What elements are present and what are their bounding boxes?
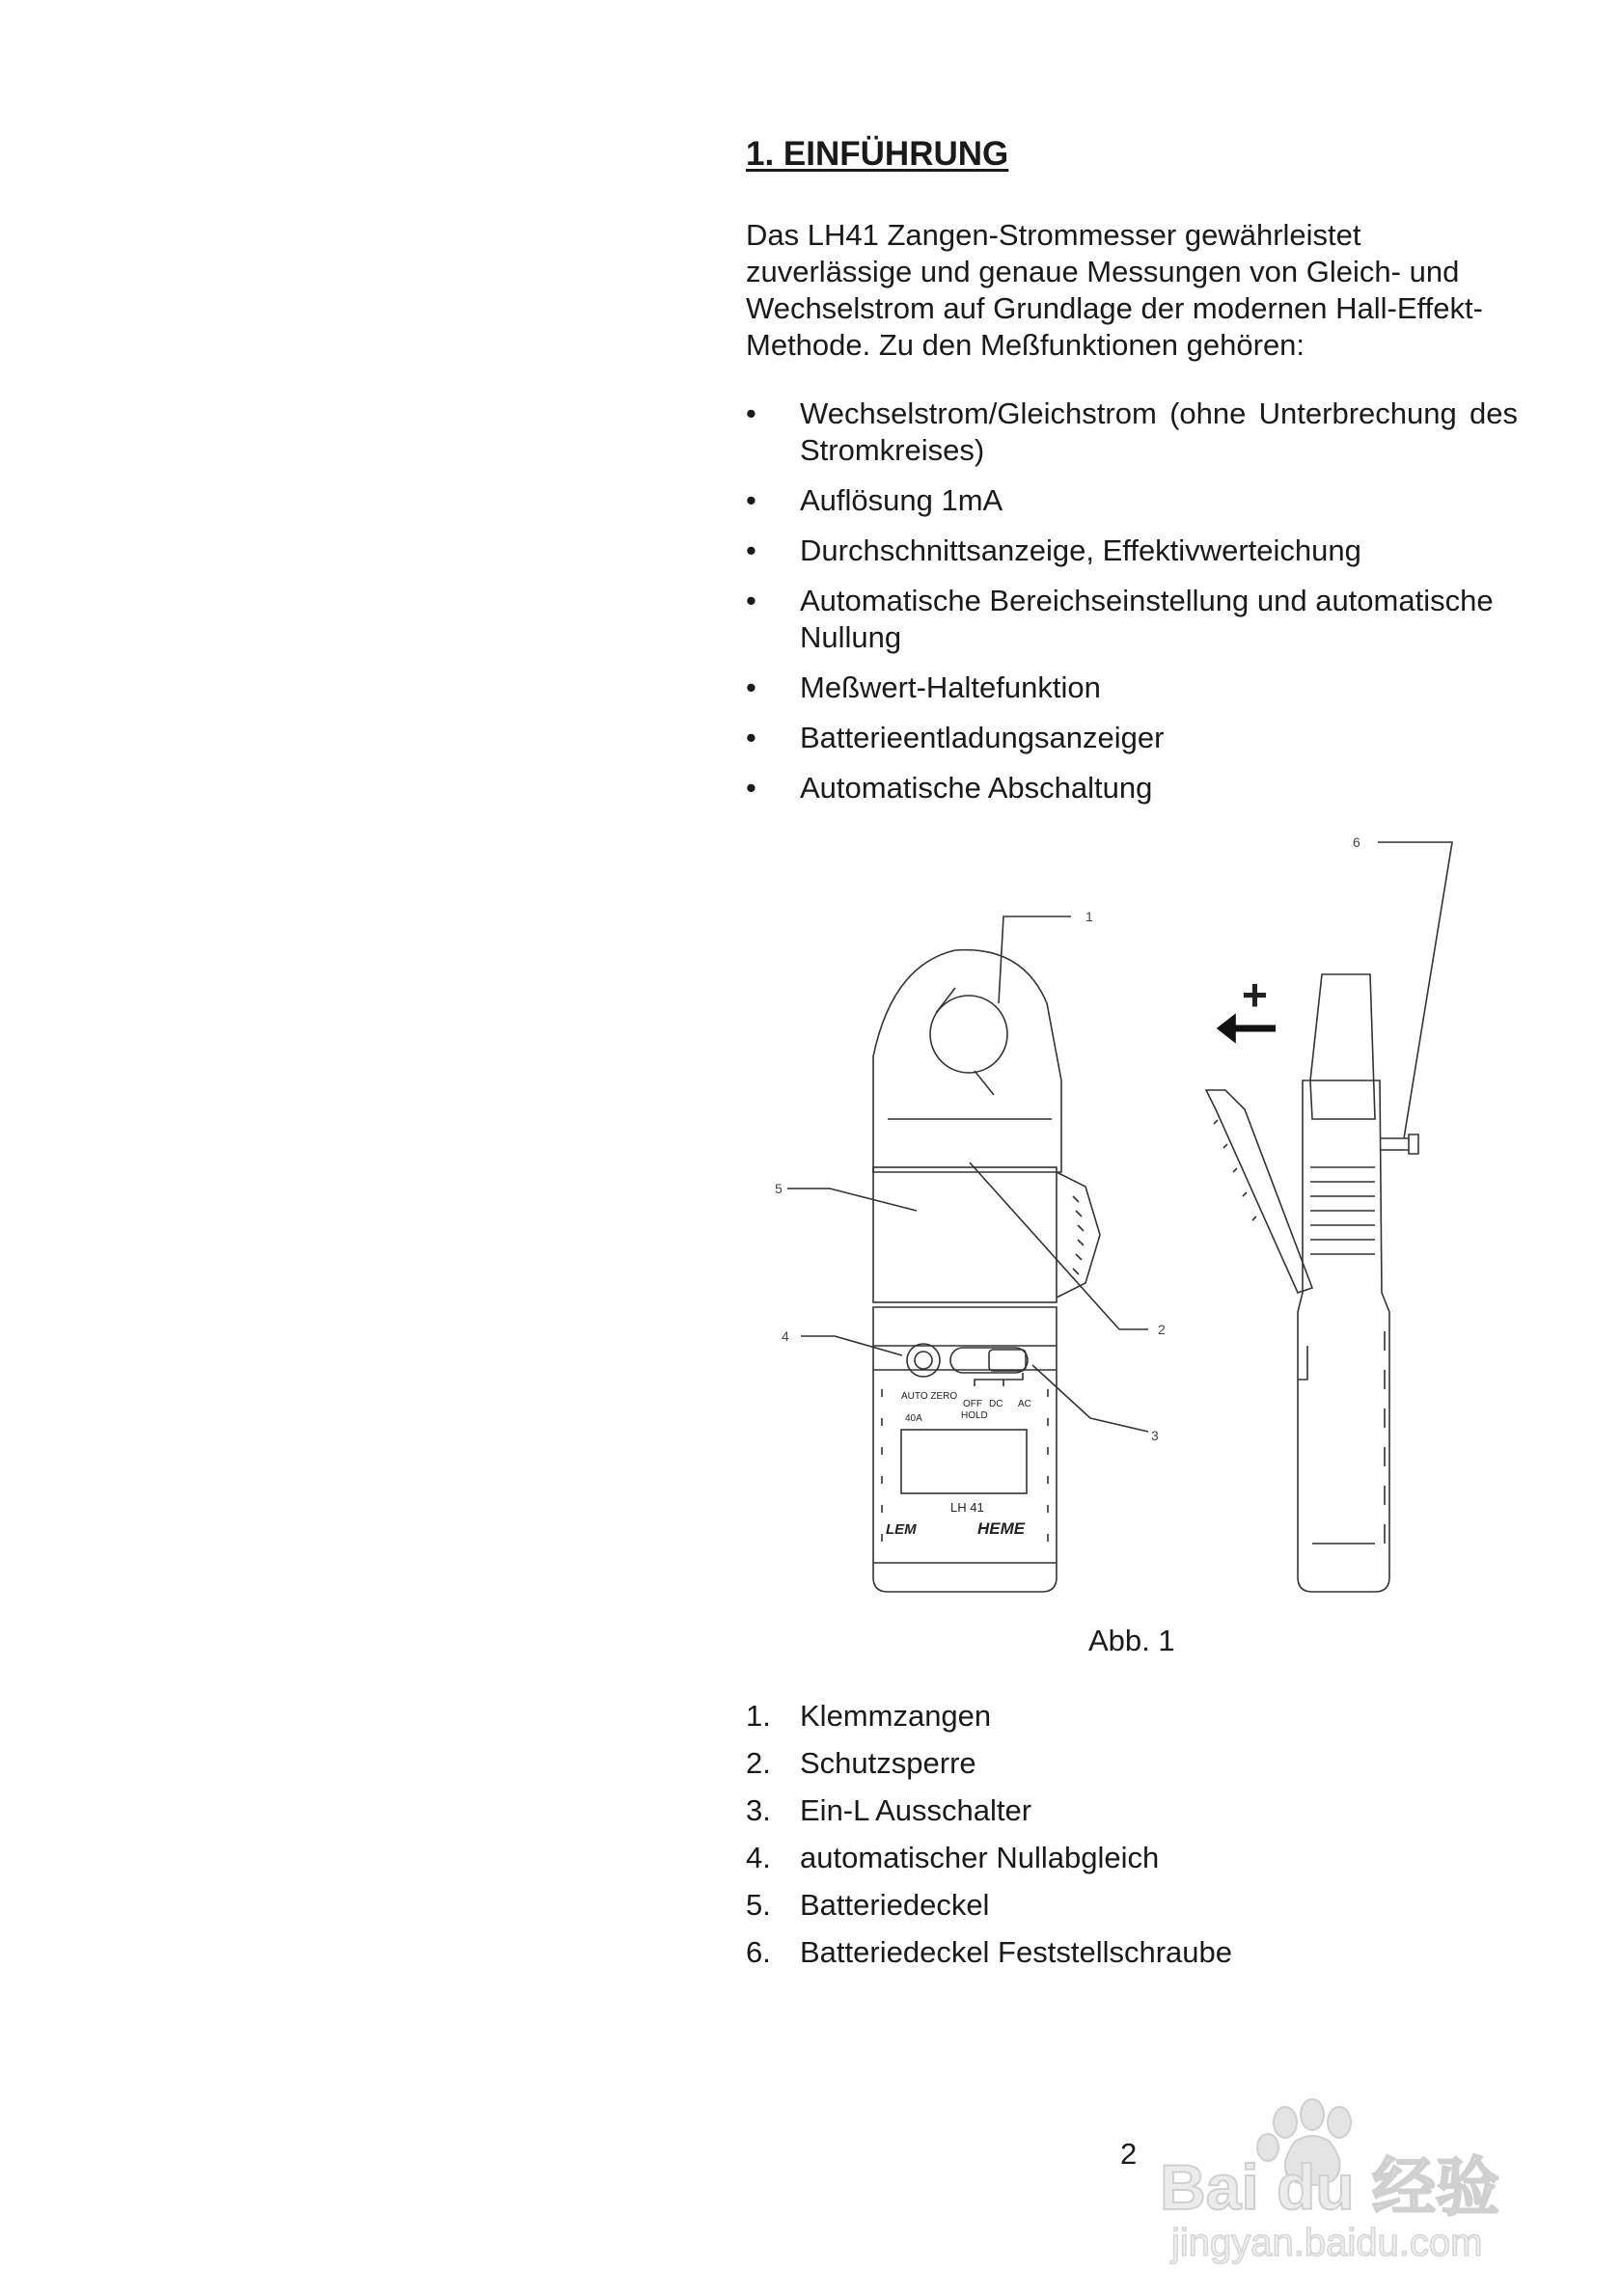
feature-item: • Meßwert-Haltefunktion xyxy=(746,670,1518,706)
part-number: 3. xyxy=(746,1793,771,1827)
label-off: OFF xyxy=(963,1399,982,1409)
part-label: Batteriedeckel xyxy=(800,1888,990,1922)
part-label: automatischer Nullabgleich xyxy=(800,1841,1160,1874)
feature-item: • Automatische Abschaltung xyxy=(746,770,1518,806)
part-number: 1. xyxy=(746,1699,771,1733)
feature-item: • Batterieentladungsanzeiger xyxy=(746,720,1518,756)
part-item xyxy=(746,1745,1518,1792)
page-number: 2 xyxy=(1120,2137,1138,2171)
label-range: 40A xyxy=(905,1413,922,1424)
callout-6: 6 xyxy=(1353,834,1360,850)
clamp-meter-figure xyxy=(743,820,1534,1611)
brand-right: HEME xyxy=(977,1519,1026,1538)
part-label: Schutzsperre xyxy=(800,1746,976,1780)
callout-4: 4 xyxy=(782,1328,789,1344)
callout-3: 3 xyxy=(1151,1428,1159,1443)
section-title: 1. EINFÜHRUNG xyxy=(746,135,1009,173)
watermark-logo-text: Bai du 经验 xyxy=(1160,2151,1500,2223)
feature-item: • Durchschnittsanzeige, Effektivwerteichung xyxy=(746,533,1518,569)
parts-list xyxy=(746,1698,1518,1982)
part-item xyxy=(746,1792,1518,1840)
callout-5: 5 xyxy=(775,1181,783,1196)
part-number: 5. xyxy=(746,1888,771,1922)
part-label: Batteriedeckel Feststellschraube xyxy=(800,1935,1233,1969)
callout-2: 2 xyxy=(1158,1322,1166,1337)
part-item xyxy=(746,1840,1518,1887)
feature-item: • Automatische Bereichseinstellung und automatische Nullung xyxy=(746,583,1518,656)
side-body xyxy=(1298,1080,1389,1592)
baidu-watermark-logo xyxy=(1150,2084,1555,2267)
part-number: 6. xyxy=(746,1935,771,1969)
part-item xyxy=(746,1698,1518,1745)
label-ac: AC xyxy=(1018,1399,1031,1409)
figure-caption: Abb. 1 xyxy=(1088,1624,1175,1657)
watermark-url: jingyan.baidu.com xyxy=(1171,2222,1483,2264)
side-open-jaw xyxy=(1206,1090,1312,1293)
feature-item: • Auflösung 1mA xyxy=(746,482,1518,519)
part-item xyxy=(746,1934,1518,1982)
plus-sign: + xyxy=(1242,970,1268,1020)
locking-screw xyxy=(1380,1134,1418,1154)
callout-1: 1 xyxy=(1085,909,1093,924)
feature-list xyxy=(746,396,1518,806)
intro-paragraph: Das LH41 Zangen-Strommesser gewährleistet zuverlässige und genaue Messungen von Gleich- und Wechselstrom auf Grundlage der modernen Hall-Effekt-Methode. Zu den Meßfunktionen gehören: xyxy=(746,218,1483,362)
brand-left: LEM xyxy=(886,1521,917,1538)
part-label: Ein-L Ausschalter xyxy=(800,1793,1032,1827)
battery-cover xyxy=(873,1167,1057,1302)
label-hold: HOLD xyxy=(961,1410,988,1421)
side-jaw xyxy=(1310,974,1375,1119)
label-model: LH 41 xyxy=(950,1500,984,1515)
part-number: 4. xyxy=(746,1841,771,1874)
part-item xyxy=(746,1887,1518,1934)
jaw-opening xyxy=(930,996,1007,1073)
part-label: Klemmzangen xyxy=(800,1699,992,1733)
clamp-jaw xyxy=(873,950,1061,1172)
feature-item: • Wechselstrom/Gleichstrom (ohne Unterbrechung des Stromkreises) xyxy=(746,396,1518,469)
lcd-display xyxy=(901,1430,1027,1493)
label-auto-zero: AUTO ZERO xyxy=(901,1391,958,1402)
label-dc: DC xyxy=(989,1399,1003,1409)
zero-knob xyxy=(907,1344,940,1377)
part-number: 2. xyxy=(746,1746,771,1780)
